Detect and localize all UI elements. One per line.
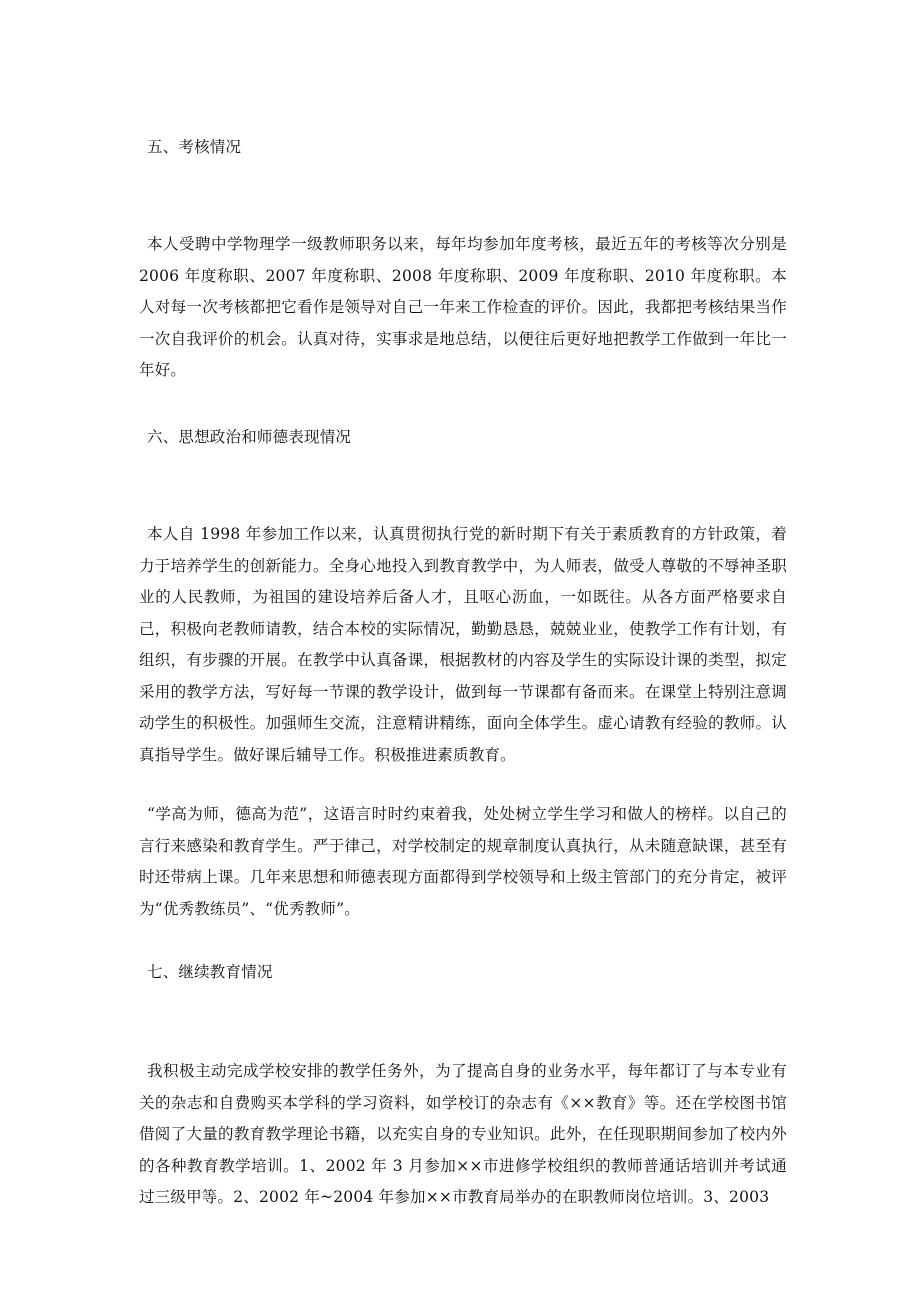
paragraph-continuing-education: 我积极主动完成学校安排的教学任务外，为了提高自身的业务水平，每年都订了与本专业有关的杂志和自费购买本学科的学习资料，如学校订的杂志有《××教育》等。还在学校图书馆借阅了大量的教育教学理论书籍，以充实自身的专业知识。此外，在任现职期间参加了校内外的各种教育教学培训。1、2002 年 3 月参加××市进修学校组织的教师普通话培训并考试通过三级甲等。2、2002 年~2004 年参加××市教育局举办的在职教师岗位培训。3、2003	[139, 1062, 787, 1206]
section-heading-7: 七、继续教育情况	[147, 963, 273, 981]
paragraph-assessment: 本人受聘中学物理学一级教师职务以来，每年均参加年度考核，最近五年的考核等次分别是 2006 年度称职、2007 年度称职、2008 年度称职、2009 年度称职、2010 年度称职。本人对每一次考核都把它看作是领导对自己一年来工作检查的评价。因此，我都把考核结果当作一次自我评价的机会。认真对待，实事求是地总结，以便往后更好地把教学工作做到一年比一年好。	[139, 235, 787, 379]
paragraph-ideology: 本人自 1998 年参加工作以来，认真贯彻执行党的新时期下有关于素质教育的方针政策，着力于培养学生的创新能力。全身心地投入到教育教学中，为人师表，做受人尊敬的不辱神圣职业的人民教师，为祖国的建设培养后备人才，且呕心沥血，一如既往。从各方面严格要求自己，积极向老教师请教，结合本校的实际情况，勤勤恳恳，兢兢业业，使教学工作有计划，有组织，有步骤的开展。在教学中认真备课，根据教材的内容及学生的实际设计课的类型，拟定采用的教学方法，写好每一节课的教学设计，做到每一节课都有备而来。在课堂上特别注意调动学生的积极性。加强师生交流，注意精讲精练，面向全体学生。虚心请教有经验的教师。认真指导学生。做好课后辅导工作。积极推进素质教育。	[139, 525, 787, 764]
section-heading-6: 六、思想政治和师德表现情况	[147, 428, 352, 446]
section-heading-5: 五、考核情况	[147, 138, 242, 156]
paragraph-ethics: “学高为师，德高为范”，这语言时时约束着我，处处树立学生学习和做人的榜样。以自己的言行来感染和教育学生。严于律己，对学校制定的规章制度认真执行，从未随意缺课，甚至有时还带病上课。几年来思想和师德表现方面都得到学校领导和上级主管部门的充分肯定，被评为“优秀教练员”、“优秀教师”。	[139, 805, 787, 918]
